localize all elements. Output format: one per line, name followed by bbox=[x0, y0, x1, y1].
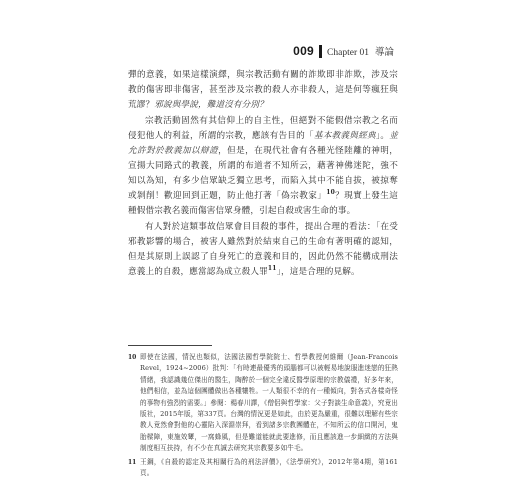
footnote-text: 王鋼，《自殺的認定及其相關行為的刑法評價》，《法學研究》，2012年第4期，第161頁。 bbox=[140, 457, 398, 478]
footnote-text: 即使在法國，情況也類似，法國法國哲學院院士、哲學教授何維爾（Jean-Francois Revel，1924~2006）批判：「有時連最優秀的頭腦都可以被輕易地說服進迷戀的狂熱情緒，我認識幾位傑出的醫生，陶醉於一個完全違反醫學原理的宗教儀禮，好多年來，他們相信，並為這個團體做出各種犧牲。一人類很不幸的有一種傾向，對各式各樣奇怪的事物有強烈的需要。」參閱：楊春川譯，《僧侶與哲學家：父子對談生命意義》，究竟出版社，2015年版，第337頁。台灣的情況更是如此，由於更為嚴重，很難以理解有些宗教人竟然會對他的心靈陷入深淵崇拜，看到諸多宗教團體在，不知所云的信口開河，鬼胎樑障，東施效顰，一窩蜂風，但是難道能就此要進修，而且應該進一步細緻的方法與制度相互扶持，有不少在真誠去研究其宗教要多如牛毛。 bbox=[140, 353, 398, 453]
footnote-item bbox=[128, 457, 398, 480]
footnote-item bbox=[128, 352, 398, 455]
paragraph-text: 彈的意義，如果這樣演繹，與宗教活動有關的詐欺即非詐欺，涉及宗教的傷害即非傷害，甚至涉及宗教的殺人亦非殺人，這是何等瘋狂與荒謬？ bbox=[128, 70, 398, 110]
chapter-name: 導論 bbox=[374, 47, 394, 58]
paragraph-text: 宗教活動固然有其信仰上的自主性，但絕對不能假借宗教之名而侵犯他人的利益，所謂的宗教，應該有告目的「 bbox=[128, 116, 398, 141]
paragraph-text: ，但是，在現代社會有各種光怪陸離的神明，宣揚大同路式的教義，所謂的布道者不知所云，藉著神佛迷陀，強不知以為知，有多少信眾缺乏獨立思考，而陷入其中不能自拔，被掠奪或剝削！歡迎回到正題，防止他打著「偽宗教家」 bbox=[128, 146, 398, 201]
paragraph-emphasis: 基本教義與經典 bbox=[313, 131, 376, 141]
paragraph-text: 有人對於這類事故信眾會目目殺的事件，提出合理的看法：「在受邪教影響的場合，被害人雖然對於結束自己的生命有著明確的認知，但是其原則上誤認了自身死亡的意義和目的，因此仍然不能構成刑法意義上的自殺，應當認為成立殺人罪 bbox=[128, 222, 398, 277]
paragraph bbox=[128, 114, 398, 219]
paragraph-text: 」。 bbox=[375, 131, 390, 141]
header-divider bbox=[319, 45, 322, 58]
paragraph-emphasis: 並允許對於教義加以辯證 bbox=[128, 131, 398, 156]
body-text bbox=[128, 68, 398, 280]
page-number: 009 bbox=[293, 44, 315, 58]
footnote-mark: 11 bbox=[128, 458, 137, 466]
footnote-reference[interactable]: 10 bbox=[326, 189, 335, 197]
paragraph bbox=[128, 220, 398, 280]
chapter-label: Chapter 01 bbox=[327, 48, 369, 58]
paragraph-continuation bbox=[128, 68, 398, 113]
running-header bbox=[293, 44, 394, 58]
paragraph-text: ？現實上發生這種假借宗教名義而傷害信眾身體，引起自殺或害生命的事。 bbox=[128, 191, 398, 216]
footnote-separator bbox=[128, 345, 212, 346]
footnote-reference[interactable]: 11 bbox=[267, 265, 277, 273]
footnote-mark: 10 bbox=[128, 354, 137, 361]
footnotes bbox=[128, 352, 398, 481]
paragraph-text: 」，這是合理的見解。 bbox=[276, 267, 360, 277]
paragraph-emphasis: 邪說與學說，難道沒有分別？ bbox=[154, 100, 268, 110]
